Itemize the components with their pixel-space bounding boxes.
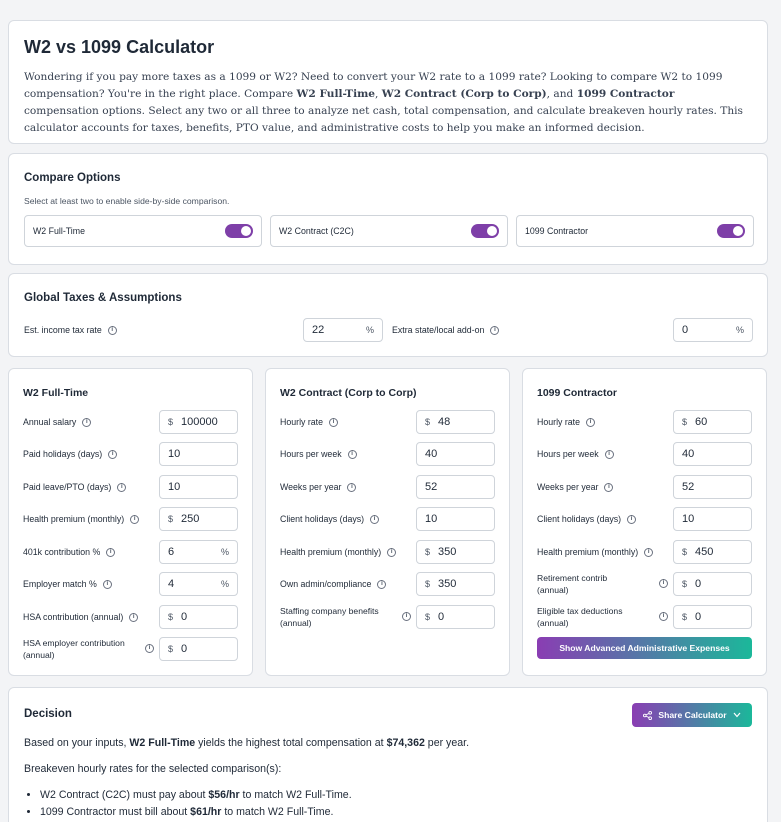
info-icon[interactable]: i	[117, 483, 126, 492]
health-premium-input[interactable]: $ 250	[159, 507, 238, 531]
decision-summary: Based on your inputs, W2 Full-Time yields the highest total compensation at $74,362 per year.	[24, 737, 470, 749]
global-taxes-card	[8, 273, 768, 357]
client-holidays-input[interactable]: 10	[416, 507, 495, 531]
info-icon[interactable]: i	[348, 450, 357, 459]
breakeven-intro: Breakeven hourly rates for the selected comparison(s):	[24, 763, 282, 775]
toggle-switch[interactable]	[717, 224, 745, 238]
health-premium-input[interactable]: $ 450	[673, 540, 752, 564]
option-label: W2 Contract (C2C)	[279, 226, 354, 236]
share-button-label: Share Calculator	[658, 710, 727, 720]
weeks-per-year-label: Weeks per year i	[537, 475, 662, 499]
info-icon[interactable]: i	[129, 613, 138, 622]
info-icon[interactable]: i	[347, 483, 356, 492]
compare-options-subtitle: Select at least two to enable side-by-side comparison.	[24, 196, 230, 206]
info-icon[interactable]: i	[103, 580, 112, 589]
own-admin-label: Own admin/compliance i	[280, 572, 405, 596]
info-icon[interactable]: i	[644, 548, 653, 557]
annual-salary-input[interactable]: $ 100000	[159, 410, 238, 434]
client-holidays-label: Client holidays (days) i	[537, 507, 662, 531]
hourly-rate-input[interactable]: $ 48	[416, 410, 495, 434]
option-w2-contract[interactable]	[270, 215, 508, 247]
info-icon[interactable]: i	[604, 483, 613, 492]
info-icon[interactable]: i	[490, 326, 499, 335]
chevron-down-icon	[733, 712, 741, 718]
income-tax-label: Est. income tax rate i	[24, 325, 117, 335]
share-icon	[643, 711, 652, 720]
tax-deductions-input[interactable]: $ 0	[673, 605, 752, 629]
info-icon[interactable]: i	[370, 515, 379, 524]
weeks-per-year-input[interactable]: 52	[673, 475, 752, 499]
intro-description: Wondering if you pay more taxes as a 1099 or W2? Need to convert your W2 rate to a 1099 rate? Looking to compare W2 to 1099 compensation? You're in the right place. Compare W2 Full-Time, W2 Contract (Corp to Corp), and 1099 Contractor compensation options. Select any two or all three to analyze net cash, total compensation, and calculate breakeven hourly rates. This calculator accounts for taxes, benefits, PTO value, and administrative costs to help you make an informed decision.	[24, 71, 743, 134]
health-premium-label: Health premium (monthly) i	[23, 507, 148, 531]
compare-options-card	[8, 153, 768, 265]
own-admin-input[interactable]: $ 350	[416, 572, 495, 596]
option-w2-fulltime[interactable]	[24, 215, 262, 247]
intro-card	[8, 20, 768, 144]
info-icon[interactable]: i	[130, 515, 139, 524]
health-premium-label: Health premium (monthly) i	[537, 540, 662, 564]
paid-leave-label: Paid leave/PTO (days) i	[23, 475, 148, 499]
hsa-employer-input[interactable]: $ 0	[159, 637, 238, 661]
annual-salary-label: Annual salary i	[23, 410, 148, 434]
list-item: • W2 Contract (C2C) must pay about $56/hr to match W2 Full-Time.	[40, 787, 752, 804]
list-item: • 1099 Contractor must bill about $61/hr to match W2 Full-Time.	[40, 804, 752, 821]
decision-card	[8, 687, 768, 822]
info-icon[interactable]: i	[387, 548, 396, 557]
employer-match-input[interactable]: 4 %	[159, 572, 238, 596]
client-holidays-label: Client holidays (days) i	[280, 507, 405, 531]
share-calculator-button[interactable]	[632, 703, 752, 727]
info-icon[interactable]: i	[402, 612, 411, 621]
w2-fulltime-title: W2 Full-Time	[23, 387, 89, 399]
toggle-switch[interactable]	[471, 224, 499, 238]
show-advanced-expenses-button[interactable]: Show Advanced Administrative Expenses	[537, 637, 752, 659]
hours-per-week-label: Hours per week i	[280, 442, 405, 466]
paid-holidays-label: Paid holidays (days) i	[23, 442, 148, 466]
info-icon[interactable]: i	[82, 418, 91, 427]
info-icon[interactable]: i	[659, 612, 668, 621]
option-1099-contractor[interactable]	[516, 215, 754, 247]
hours-per-week-input[interactable]: 40	[673, 442, 752, 466]
info-icon[interactable]: i	[106, 548, 115, 557]
page-title: W2 vs 1099 Calculator	[24, 37, 215, 57]
w2-fulltime-card	[8, 368, 253, 676]
compare-options-title: Compare Options	[24, 172, 121, 184]
info-icon[interactable]: i	[145, 644, 154, 653]
health-premium-input[interactable]: $ 350	[416, 540, 495, 564]
tax-deductions-label: Eligible tax deductions (annual)	[537, 606, 623, 628]
state-addon-label: Extra state/local add-on i	[392, 325, 499, 335]
1099-contractor-title: 1099 Contractor	[537, 387, 617, 399]
info-icon[interactable]: i	[108, 450, 117, 459]
1099-contractor-card	[522, 368, 767, 676]
global-taxes-title: Global Taxes & Assumptions	[24, 292, 182, 304]
client-holidays-input[interactable]: 10	[673, 507, 752, 531]
401k-contribution-input[interactable]: 6 %	[159, 540, 238, 564]
w2-contract-card	[265, 368, 510, 676]
info-icon[interactable]: i	[605, 450, 614, 459]
hourly-rate-label: Hourly rate i	[537, 410, 662, 434]
toggle-switch[interactable]	[225, 224, 253, 238]
weeks-per-year-input[interactable]: 52	[416, 475, 495, 499]
info-icon[interactable]: i	[586, 418, 595, 427]
retirement-contrib-input[interactable]: $ 0	[673, 572, 752, 596]
weeks-per-year-label: Weeks per year i	[280, 475, 405, 499]
w2-contract-title: W2 Contract (Corp to Corp)	[280, 387, 417, 399]
hsa-contribution-label: HSA contribution (annual) i	[23, 605, 148, 629]
info-icon[interactable]: i	[377, 580, 386, 589]
option-label: W2 Full-Time	[33, 226, 85, 236]
health-premium-label: Health premium (monthly) i	[280, 540, 405, 564]
employer-match-label: Employer match % i	[23, 572, 148, 596]
401k-contribution-label: 401k contribution % i	[23, 540, 148, 564]
hsa-contribution-input[interactable]: $ 0	[159, 605, 238, 629]
paid-holidays-input[interactable]: 10	[159, 442, 238, 466]
state-addon-input[interactable]: 0 %	[673, 318, 753, 342]
staffing-benefits-label: Staffing company benefits (annual)	[280, 606, 379, 628]
info-icon[interactable]: i	[108, 326, 117, 335]
retirement-contrib-label: Retirement contrib (annual)	[537, 573, 608, 595]
decision-title: Decision	[24, 708, 72, 720]
hsa-employer-label: HSA employer contribution (annual)	[23, 638, 125, 660]
hours-per-week-label: Hours per week i	[537, 442, 662, 466]
info-icon[interactable]: i	[627, 515, 636, 524]
staffing-benefits-input[interactable]: $ 0	[416, 605, 495, 629]
breakeven-list	[24, 787, 752, 821]
income-tax-input[interactable]: 22 %	[303, 318, 383, 342]
hourly-rate-label: Hourly rate i	[280, 410, 405, 434]
hours-per-week-input[interactable]: 40	[416, 442, 495, 466]
hourly-rate-input[interactable]: $ 60	[673, 410, 752, 434]
info-icon[interactable]: i	[329, 418, 338, 427]
paid-leave-input[interactable]: 10	[159, 475, 238, 499]
option-label: 1099 Contractor	[525, 226, 589, 236]
info-icon[interactable]: i	[659, 579, 668, 588]
